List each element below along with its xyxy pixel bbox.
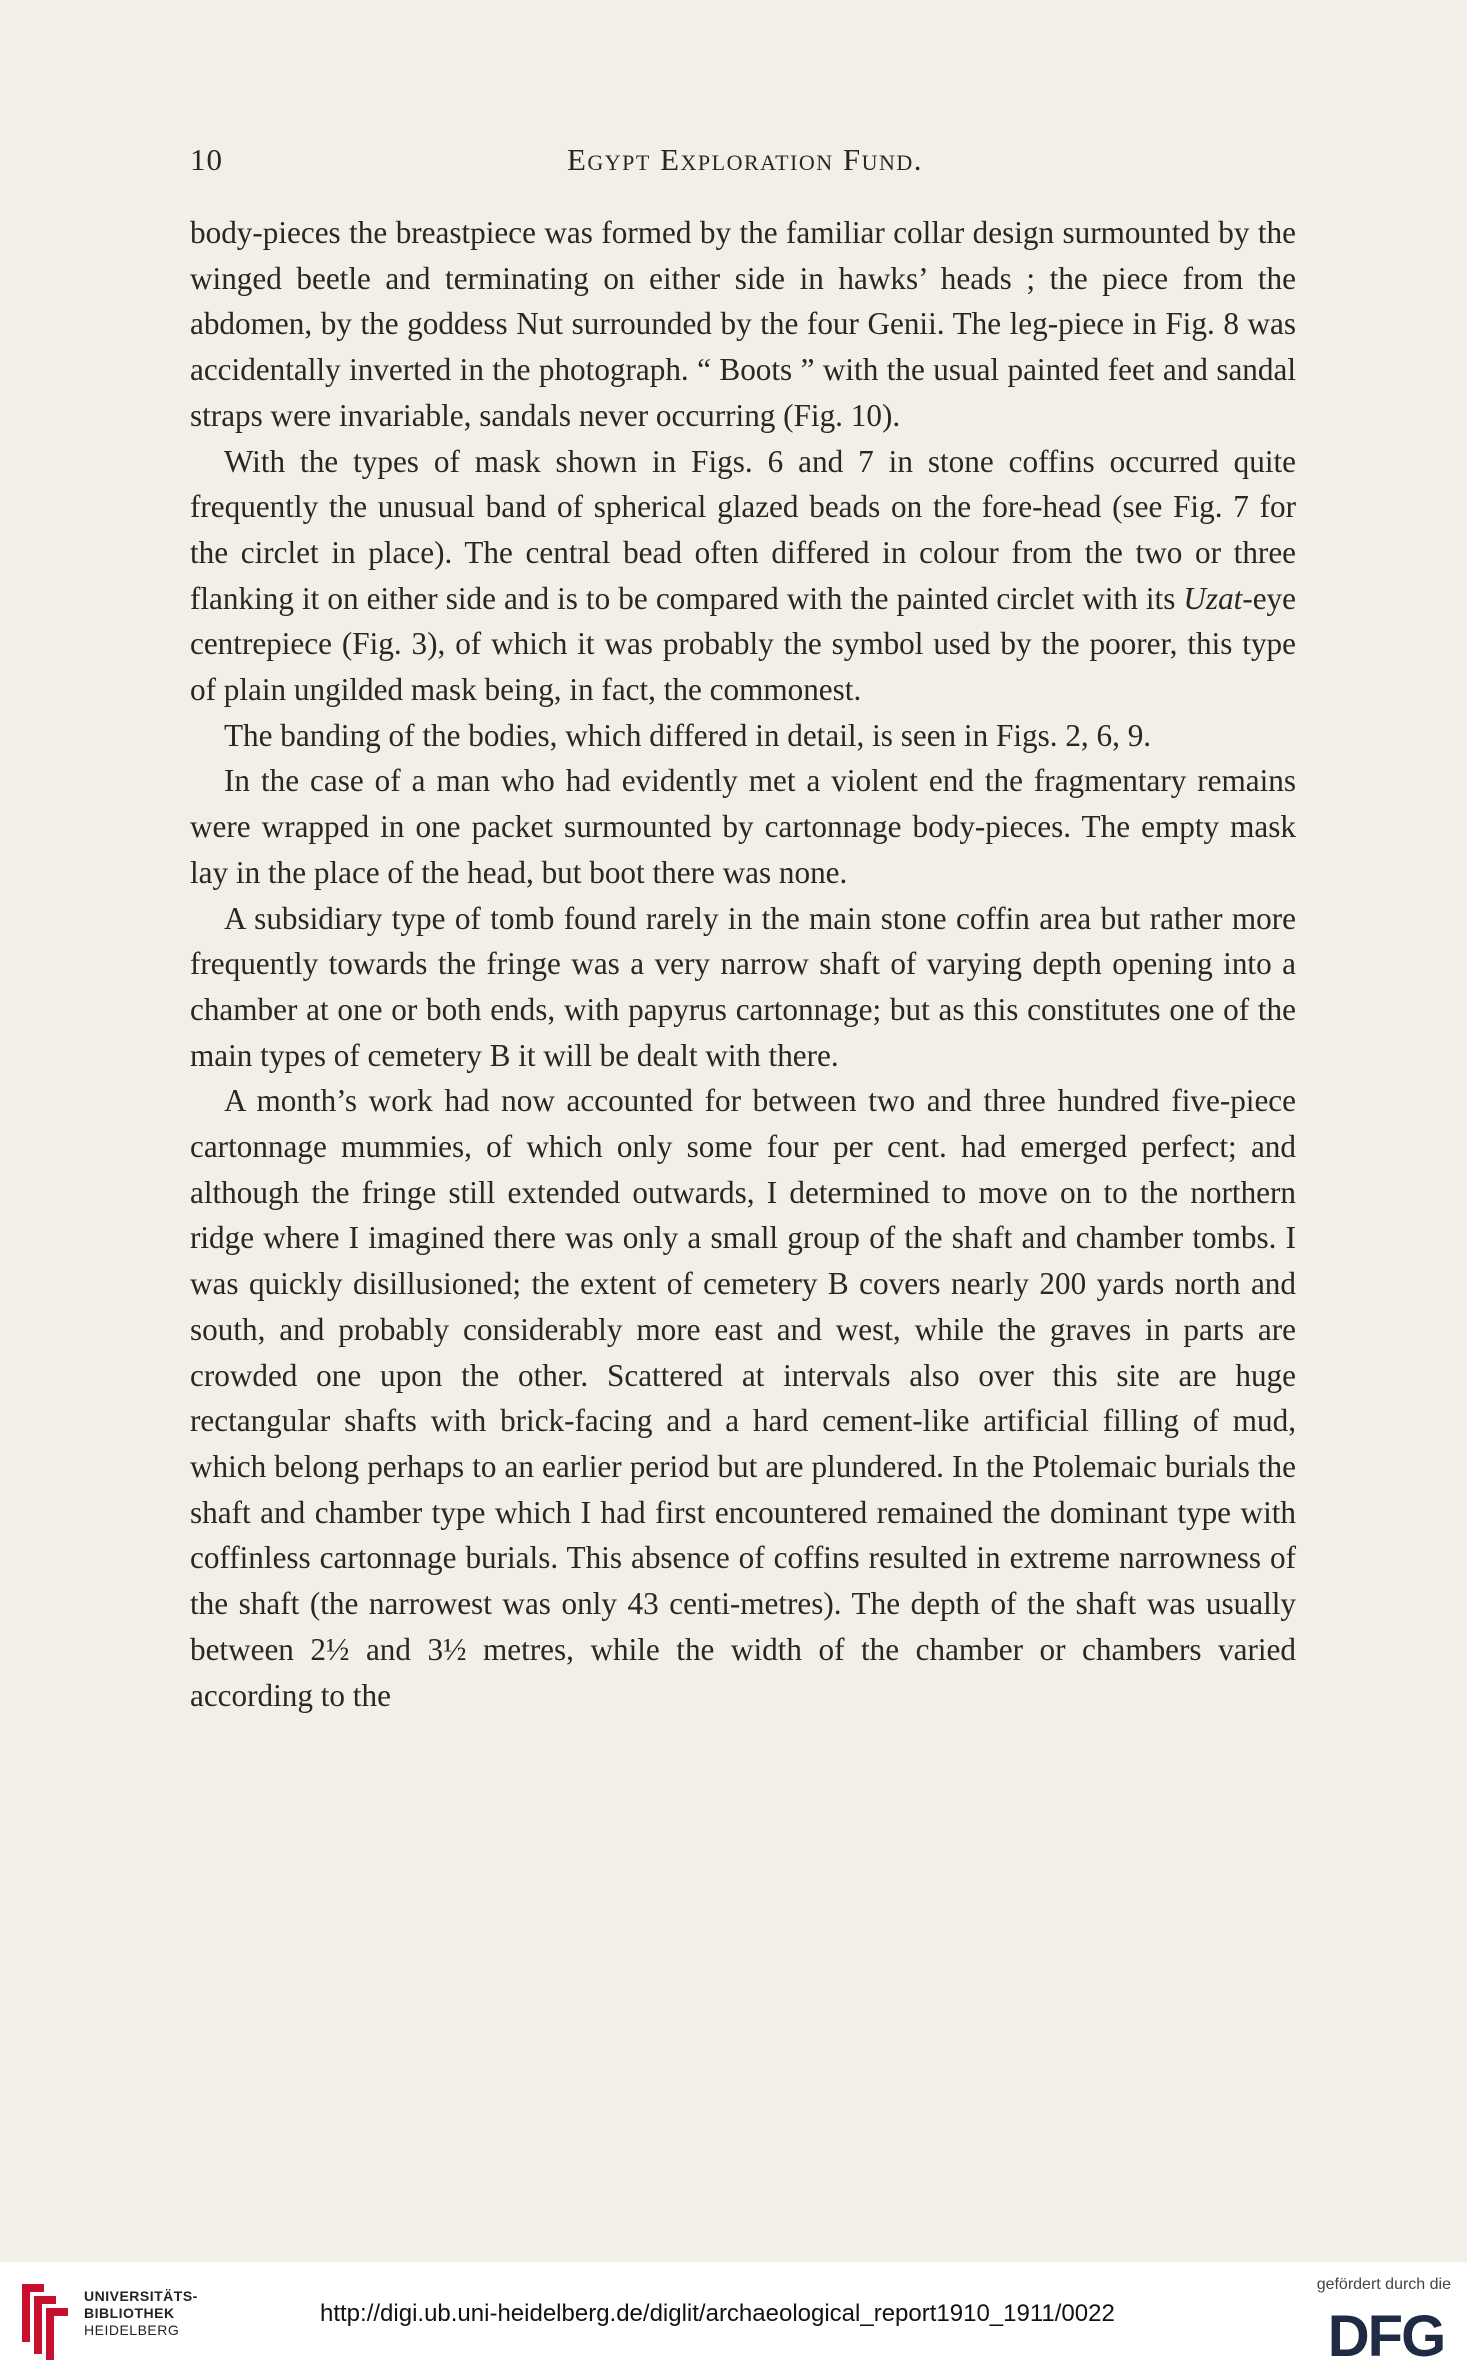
running-title: Egypt Exploration Fund. bbox=[566, 142, 924, 177]
digitization-footer bbox=[0, 2262, 1467, 2380]
paragraph-6: A month’s work had now accounted for between two and three hundred five-piece cartonnage mummies, of which only some four per cent. had emerged perfect; and although the fringe still extended outwards, I determined to move on to the northern ridge where I imagined there was only a small group of the shaft and chamber tombs. I was quickly disillusioned; the extent of cemetery B covers nearly 200 yards north and south, and probably considerably more east and west, while the graves in parts are crowded one upon the other. Scattered at intervals also over this site are huge rectangular shafts with brick-facing and a hard cement-like artificial filling of mud, which belong perhaps to an earlier period but are plundered. In the Ptolemaic burials the shaft and chamber type which I had first encountered remained the dominant type with coffinless cartonnage burials. This absence of coffins resulted in extreme narrowness of the shaft (the narrowest was only 43 centi-metres). The depth of the shaft was usually between 2½ and 3½ metres, while the width of the chamber or chambers varied according to the bbox=[190, 1083, 1296, 1713]
permalink-url[interactable]: http://digi.ub.uni-heidelberg.de/diglit/archaeological_report1910_1911/0022 bbox=[320, 2300, 1115, 2327]
paragraph-2: With the types of mask shown in Figs. 6 and 7 in stone coffins occurred quite frequently the unusual band of spherical glazed beads on the fore-head (see Fig. 7 for the circlet in place). The central bead often differed in colour from the two or three flanking it on either side and is to be compared with the painted circlet with its Uzat-eye centrepiece (Fig. 3), of which it was probably the symbol used by the poorer, this type of plain ungilded mask being, in fact, the commonest. bbox=[190, 443, 1296, 708]
paragraph-1: body-pieces the breastpiece was formed by the familiar collar design surmounted by the winged beetle and terminating on either side in hawks’ heads ; the piece from the abdomen, by the goddess Nut surrounded by the four Genii. The leg-piece in Fig. 8 was accidentally inverted in the photograph. “ Boots ” with the usual painted feet and sandal straps were invariable, sandals never occurring (Fig. 10). bbox=[190, 215, 1296, 433]
funder-label: gefördert durch die bbox=[1316, 2276, 1451, 2293]
paragraph-3: The banding of the bodies, which differed in detail, is seen in Figs. 2, 6, 9. bbox=[224, 717, 1152, 753]
library-name: UNIVERSITÄTS- BIBLIOTHEK HEIDELBERG bbox=[84, 2288, 198, 2338]
uzat-italic: Uzat bbox=[1183, 580, 1243, 616]
body-text bbox=[190, 210, 1296, 1718]
page-number: 10 bbox=[190, 142, 223, 177]
university-library-logo-icon bbox=[14, 2280, 74, 2362]
page-header bbox=[190, 142, 1300, 186]
svg-text:DFG: DFG bbox=[1327, 2304, 1445, 2364]
paragraph-5: A subsidiary type of tomb found rarely in the main stone coffin area but rather more frequently towards the fringe was a very narrow shaft of varying depth opening into a chamber at one or both ends, with papyrus cartonnage; but as this constitutes one of the main types of cemetery B it will be dealt with there. bbox=[190, 900, 1296, 1073]
dfg-logo-icon bbox=[1321, 2302, 1451, 2364]
paragraph-4: In the case of a man who had evidently met a violent end the fragmentary remains were wrapped in one packet surmounted by cartonnage body-pieces. The empty mask lay in the place of the head, but boot there was none. bbox=[190, 763, 1296, 890]
